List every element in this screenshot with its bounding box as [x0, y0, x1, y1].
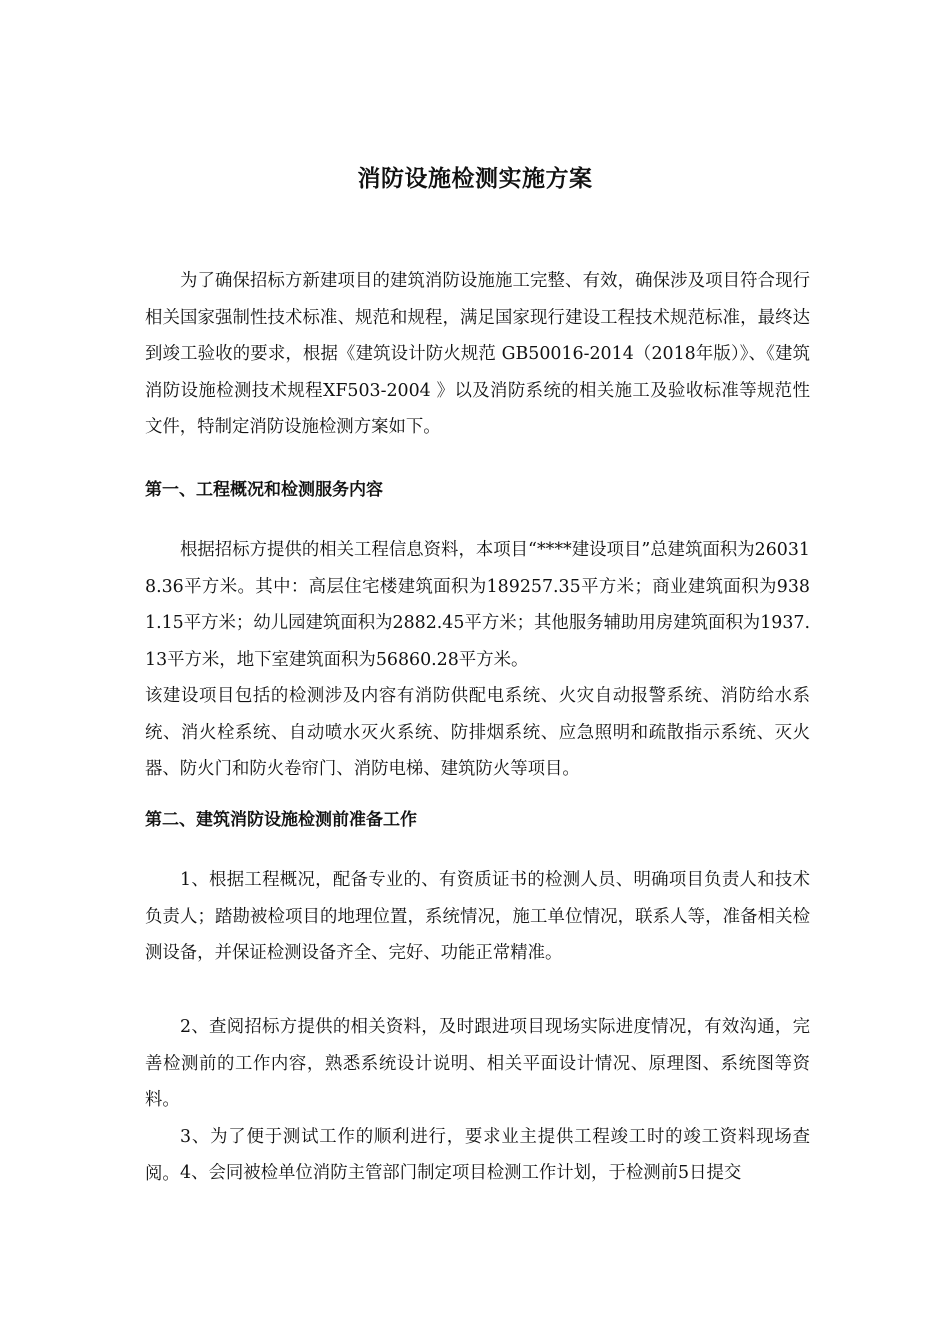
section-heading-overview: 第一、工程概况和检测服务内容 [145, 480, 383, 500]
preparation-item-4: 4、会同被检单位消防主管部门制定项目检测工作计划，于检测前5日提交 [180, 1163, 742, 1183]
intro-paragraph: 为了确保招标方新建项目的建筑消防设施施工完整、有效，确保涉及项目符合现行相关国家强制性技术标准、规范和规程，满足国家现行建设工程技术规范标准，最终达到竣工验收的要求，根据《建筑设计防火规范 GB50016-2014（2018年版）》、《建筑消防设施检测技术规程XF503-2004 》以及消防系统的相关施工及验收标准等规范性文件，特制定消防设施检测方案如下。 [145, 271, 810, 437]
document-title: 消防设施检测实施方案 [357, 166, 593, 192]
inspection-scope-paragraph: 该建设项目包括的检测涉及内容有消防供配电系统、火灾自动报警系统、消防给水系统、消火栓系统、自动喷水灭火系统、防排烟系统、应急照明和疏散指示系统、灭火器、防火门和防火卷帘门、消防电梯、建筑防火等项目。 [145, 686, 810, 779]
preparation-item-1: 1、根据工程概况，配备专业的、有资质证书的检测人员、明确项目负责人和技术负责人；踏勘被检项目的地理位置，系统情况，施工单位情况，联系人等，准备相关检测设备，并保证检测设备齐全、完好、功能正常精准。 [145, 870, 810, 963]
preparation-item-2: 2、查阅招标方提供的相关资料，及时跟进项目现场实际进度情况，有效沟通，完善检测前的工作内容，熟悉系统设计说明、相关平面设计情况、原理图、系统图等资料。 [145, 1017, 810, 1110]
section-heading-preparation: 第二、建筑消防设施检测前准备工作 [145, 810, 417, 830]
preparation-item-3: 3、为了便于测试工作的顺利进行，要求业主提供工程竣工时的竣工资料现场查阅。 [145, 1127, 810, 1184]
project-overview-paragraph: 根据招标方提供的相关工程信息资料，本项目“****建设项目”总建筑面积为260318.36平方米。其中：高层住宅楼建筑面积为189257.35平方米；商业建筑面积为9381.15平方米；幼儿园建筑面积为2882.45平方米；其他服务辅助用房建筑面积为1937.13平方米，地下室建筑面积为56860.28平方米。 [145, 540, 810, 670]
